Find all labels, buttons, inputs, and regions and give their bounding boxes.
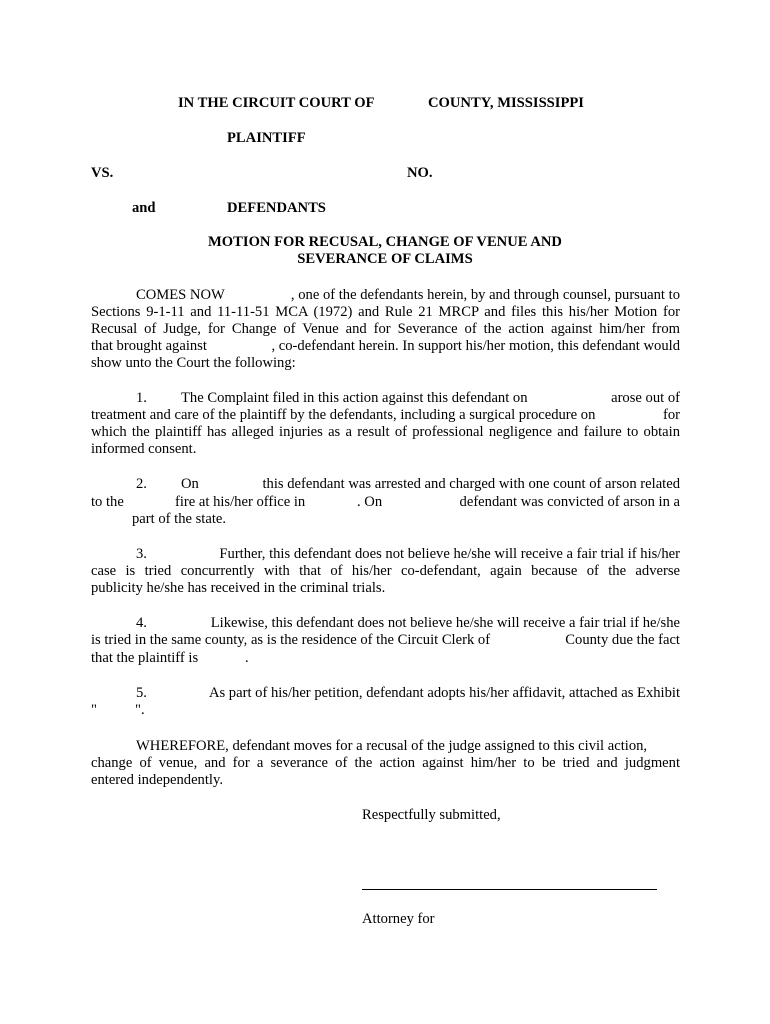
intro-line4-start: that brought against (91, 338, 207, 354)
wherefore-line2: change of venue, and for a severance of the action against him/her to be tried and judgment (91, 755, 680, 771)
p3-line1: Further, this defendant does not believe he/she will receive a fair trial if his/her (219, 546, 680, 562)
respectfully-submitted: Respectfully submitted, (362, 807, 501, 823)
plaintiff-label: PLAINTIFF (227, 130, 306, 146)
court-name-left: IN THE CIRCUIT COURT OF (178, 95, 375, 111)
p2-on: On (181, 476, 199, 492)
p2-line3: part of the state. (132, 511, 227, 527)
intro-comes-now: COMES NOW (136, 287, 225, 303)
p4-line3-period: . (245, 650, 249, 666)
motion-title-line2: SEVERANCE OF CLAIMS (297, 251, 473, 267)
p4-line2-end: County due the fact (565, 632, 680, 648)
p2-to-the: to the (91, 494, 124, 510)
p2-fire-office: fire at his/her office in (175, 494, 306, 510)
versus-label: VS. (91, 165, 114, 181)
p5-number: 5. (136, 685, 147, 701)
p2-on-second: . On (357, 494, 383, 510)
p2-number: 2. (136, 476, 147, 492)
intro-line3: Recusal of Judge, for Change of Venue and for Severance of the action against him/her from (91, 321, 680, 337)
p5-line1: As part of his/her petition, defendant adopts his/her affidavit, attached as Exhibit (208, 685, 680, 701)
intro-line5: show unto the Court the following: (91, 355, 296, 371)
court-county-right: COUNTY, MISSISSIPPI (428, 95, 584, 111)
attorney-for-label: Attorney for (362, 911, 435, 927)
p2-line1-rest: this defendant was arrested and charged with one count of arson related (262, 476, 680, 492)
p1-line4: informed consent. (91, 441, 197, 457)
motion-title-line1: MOTION FOR RECUSAL, CHANGE OF VENUE AND (208, 234, 562, 250)
p1-line1-end: arose out of (611, 390, 680, 406)
signature-line (362, 889, 657, 890)
intro-line2: Sections 9-1-11 and 11-11-51 MCA (1972) and Rule 21 MRCP and files this his/her Motion for (91, 304, 680, 320)
case-number-label: NO. (407, 165, 433, 181)
p4-line3-start: that the plaintiff is (91, 650, 199, 666)
p2-convicted: defendant was convicted of arson in a (459, 494, 680, 510)
p1-line3: which the plaintiff has alleged injuries as a result of professional negligence and failure to obtain (91, 424, 680, 440)
p1-number: 1. (136, 390, 147, 406)
p1-line1-start: The Complaint filed in this action against this defendant on (181, 390, 528, 406)
p4-line1: Likewise, this defendant does not believe he/she will receive a fair trial if he/she (210, 615, 680, 631)
p3-number: 3. (136, 546, 147, 562)
p4-number: 4. (136, 615, 147, 631)
p5-exhibit-close-quote: ". (135, 702, 145, 718)
p3-line3: publicity he/she has received in the criminal trials. (91, 580, 386, 596)
p3-line2: case is tried concurrently with that of his/her co-defendant, again because of the adverse (91, 563, 680, 579)
and-label: and (132, 200, 156, 216)
wherefore-line3: entered independently. (91, 772, 223, 788)
intro-line4-rest: , co-defendant herein. In support his/her motion, this defendant would (271, 338, 680, 354)
p4-line2-start: is tried in the same county, as is the residence of the Circuit Clerk of (91, 632, 491, 648)
wherefore-line1: WHEREFORE, defendant moves for a recusal of the judge assigned to this civil action, (136, 738, 648, 754)
intro-line1-rest: , one of the defendants herein, by and through counsel, pursuant to (290, 287, 680, 303)
p1-line2-start: treatment and care of the plaintiff by the defendants, including a surgical procedure on (91, 407, 596, 423)
p1-line2-end: for (662, 407, 680, 423)
p5-exhibit-open-quote: " (91, 702, 97, 718)
defendants-label: DEFENDANTS (227, 200, 326, 216)
